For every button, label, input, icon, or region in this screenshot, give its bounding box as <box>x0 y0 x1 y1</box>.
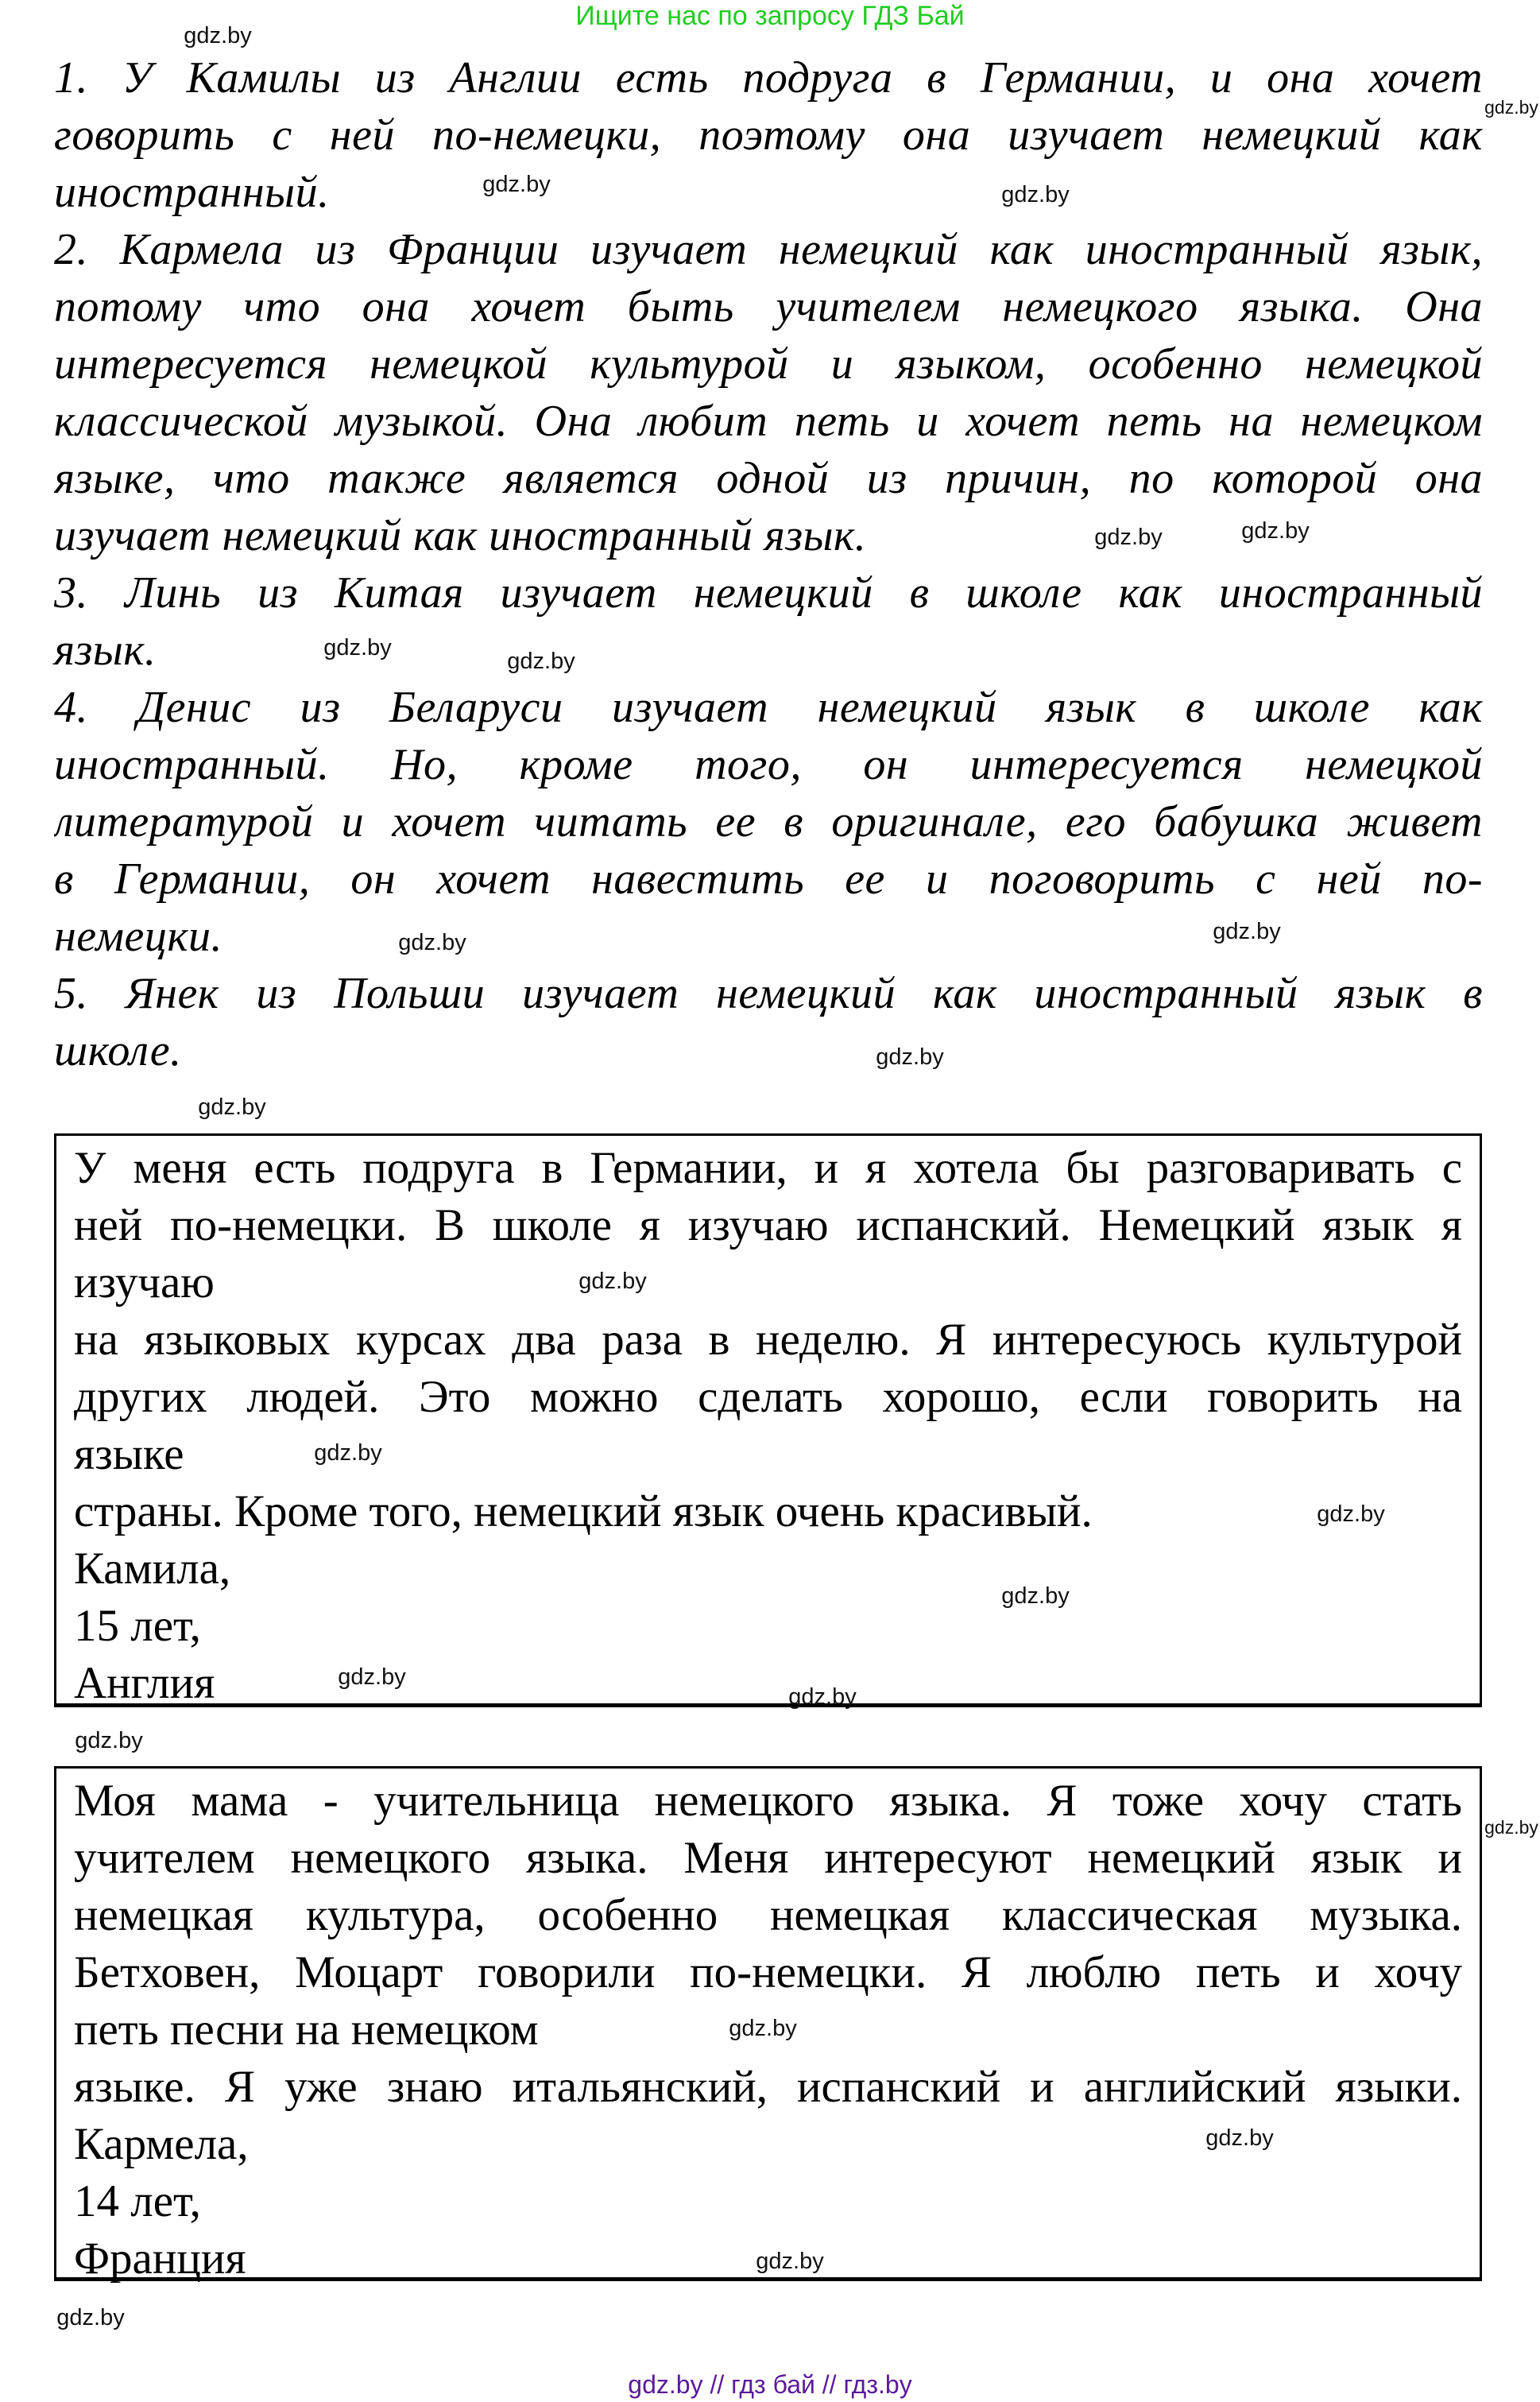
watermark: gdz.by <box>198 1094 266 1120</box>
watermark: gdz.by <box>756 2249 824 2274</box>
watermark: gdz.by <box>482 172 551 197</box>
text-line: петь песни на немецком <box>74 2005 539 2055</box>
text-line: 14 лет, <box>74 2176 201 2226</box>
text-line: Камила, <box>74 1544 231 1594</box>
text-line: Бетховен, Моцарт говорили по-немецки. Я люблю петь и хочу <box>74 1947 1462 1997</box>
text-line: Англия <box>74 1658 215 1708</box>
watermark: gdz.by <box>1484 97 1538 118</box>
watermark: gdz.by <box>1484 1817 1538 1838</box>
text-line: говорить с ней по-немецки, поэтому она изучает немецкий как <box>54 110 1483 160</box>
watermark: gdz.by <box>1001 1583 1070 1609</box>
watermark: gdz.by <box>1001 182 1070 207</box>
text-line: немецкая культура, особенно немецкая классическая музыка. <box>74 1890 1462 1940</box>
text-line: язык. <box>54 626 157 675</box>
footer-links: gdz.by // гдз бай // гдз.by <box>628 2370 912 2399</box>
text-line: Франция <box>74 2233 246 2284</box>
watermark: gdz.by <box>578 1269 647 1294</box>
watermark: gdz.by <box>338 1664 406 1690</box>
text-line: школе. <box>54 1026 182 1075</box>
text-line: 3. Линь из Китая изучает немецкий в школе как иностранный <box>54 568 1483 618</box>
text-line: литературой и хочет читать ее в оригинале, его бабушка живет <box>54 797 1483 847</box>
text-line: Кармела, <box>74 2119 249 2169</box>
text-line: страны. Кроме того, немецкий язык очень красивый. <box>74 1486 1093 1536</box>
text-line: Моя мама - учительница немецкого языка. Я тоже хочу стать <box>74 1776 1462 1826</box>
text-line: языке <box>74 1429 184 1479</box>
text-line: интересуется немецкой культурой и языком, особенно немецкой <box>54 339 1483 389</box>
text-line: языке. Я уже знаю итальянский, испанский и английский языки. <box>74 2062 1462 2112</box>
watermark: gdz.by <box>1205 2125 1274 2151</box>
text-line: 4. Денис из Беларуси изучает немецкий язык в школе как <box>54 683 1483 732</box>
watermark: gdz.by <box>323 635 392 661</box>
search-hint-banner: Ищите нас по запросу ГДЗ Бай <box>575 1 965 31</box>
text-line: языке, что также является одной из причин, по которой она <box>54 454 1483 503</box>
text-line: изучает немецкий как иностранный язык. <box>54 511 867 560</box>
text-line: 15 лет, <box>74 1601 201 1651</box>
text-line: изучаю <box>74 1257 215 1308</box>
text-line: немецки. <box>54 912 223 961</box>
text-line: на языковых курсах два раза в неделю. Я интересуюсь культурой <box>74 1315 1462 1365</box>
watermark: gdz.by <box>398 930 466 955</box>
text-line: иностранный. <box>54 168 330 217</box>
text-line: других людей. Это можно сделать хорошо, если говорить на <box>74 1372 1462 1422</box>
watermark: gdz.by <box>56 2305 125 2330</box>
watermark: gdz.by <box>75 1728 143 1753</box>
text-line: У меня есть подруга в Германии, и я хотела бы разговаривать с <box>74 1143 1462 1193</box>
text-line: 1. У Камилы из Англии есть подруга в Германии, и она хочет <box>54 53 1483 103</box>
watermark: gdz.by <box>788 1684 857 1710</box>
text-line: учителем немецкого языка. Меня интересуют немецкий язык и <box>74 1833 1462 1883</box>
text-line: ней по-немецки. В школе я изучаю испанский. Немецкий язык я <box>74 1200 1462 1250</box>
watermark: gdz.by <box>314 1440 382 1466</box>
text-line: иностранный. Но, кроме того, он интересуется немецкой <box>54 740 1483 789</box>
watermark: gdz.by <box>1317 1501 1385 1527</box>
text-line: классической музыкой. Она любит петь и хочет петь на немецком <box>54 397 1483 446</box>
text-line: потому что она хочет быть учителем немецкого языка. Она <box>54 282 1483 331</box>
text-line: 5. Янек из Польши изучает немецкий как иностранный язык в <box>54 969 1483 1018</box>
letter-box-kamila <box>54 1133 1482 1707</box>
watermark: gdz.by <box>1213 919 1281 944</box>
watermark: gdz.by <box>184 23 252 48</box>
text-line: в Германии, он хочет навестить ее и поговорить с ней по- <box>54 854 1483 904</box>
watermark: gdz.by <box>876 1044 944 1070</box>
watermark: gdz.by <box>1094 525 1163 550</box>
watermark: gdz.by <box>507 649 575 674</box>
text-line: 2. Кармела из Франции изучает немецкий как иностранный язык, <box>54 225 1483 274</box>
watermark: gdz.by <box>1241 518 1310 544</box>
watermark: gdz.by <box>729 2016 797 2041</box>
